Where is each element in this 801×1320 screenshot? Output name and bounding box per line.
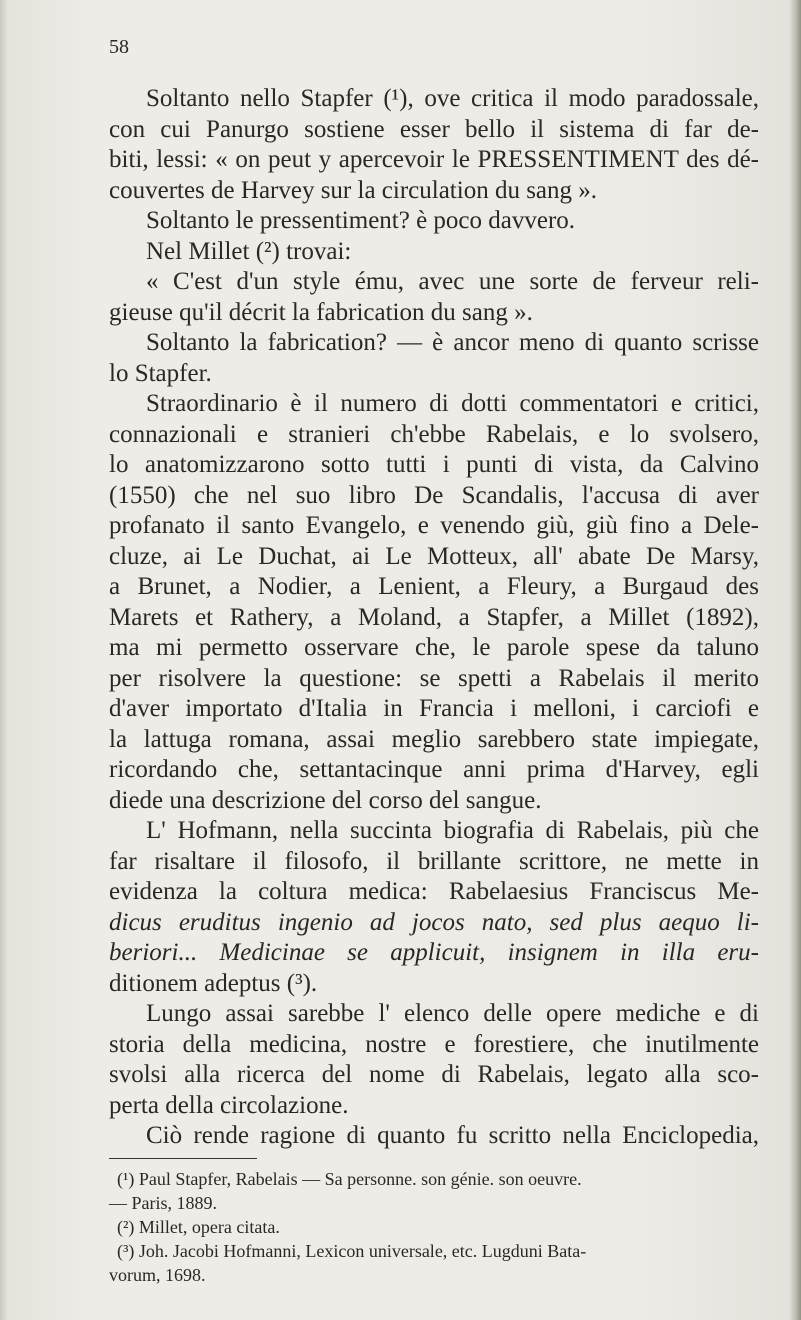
text-line: a Brunet, a Nodier, a Lenient, a Fleury, a Burgaud des bbox=[109, 573, 759, 600]
text-line: cluze, ai Le Duchat, ai Le Motteux, all' abate De Marsy, bbox=[109, 542, 759, 570]
text-line: far risaltare il filosofo, il brillante scrittore, ne mette in bbox=[109, 847, 759, 875]
text-line: ricordando che, settantacinque anni prima d'Harvey, egli bbox=[109, 756, 759, 783]
text-line: profanato il santo Evangelo, e venendo giù, giù fino a Dele- bbox=[109, 512, 759, 539]
footnotes bbox=[109, 1167, 759, 1287]
text-line: couvertes de Harvey sur la circulation du sang ». bbox=[109, 176, 598, 204]
text-line: Nel Millet (²) trovai: bbox=[146, 237, 352, 265]
page-left-shadow bbox=[0, 0, 8, 1320]
text-line: svolsi alla ricerca del nome di Rabelais, legato alla sco- bbox=[109, 1061, 759, 1088]
text-line: per risolvere la questione: se spetti a Rabelais il merito bbox=[109, 664, 759, 692]
text-line: lo anatomizzarono sotto tutti i punti di vista, da Calvino bbox=[109, 451, 759, 478]
text-line: Soltanto la fabrication? — è ancor meno di quanto scrisse bbox=[146, 329, 759, 356]
text-line: evidenza la coltura medica: Rabelaesius Franciscus Me- bbox=[109, 878, 759, 905]
text-line: beriori... Medicinae se applicuit, insignem in illa eru- bbox=[109, 939, 759, 966]
text-line: (1550) che nel suo libro De Scandalis, l'accusa di aver bbox=[109, 481, 759, 509]
page-right-edge bbox=[789, 0, 801, 1320]
text-line: dicus eruditus ingenio ad jocos nato, sed plus aequo li- bbox=[109, 908, 759, 936]
footnote-line: — Paris, 1889. bbox=[109, 1193, 217, 1213]
text-line: Ciò rende ragione di quanto fu scritto nella Enciclopedia, bbox=[146, 1122, 759, 1149]
footnote-line: (¹) Paul Stapfer, Rabelais — Sa personne. son génie. son oeuvre. bbox=[117, 1169, 582, 1189]
page-number: 58 bbox=[109, 36, 129, 58]
text-line: biti, lessi: « on peut y apercevoir le PRESSENTIMENT des dé- bbox=[109, 146, 759, 173]
footnote-line: vorum, 1698. bbox=[109, 1265, 206, 1285]
footnote-line: (²) Millet, opera citata. bbox=[117, 1217, 280, 1237]
text-line: con cui Panurgo sostiene esser bello il sistema di far de- bbox=[109, 115, 759, 143]
footnote-line: (³) Joh. Jacobi Hofmanni, Lexicon universale, etc. Lugduni Bata- bbox=[117, 1241, 587, 1261]
text-line: L' Hofmann, nella succinta biografia di Rabelais, più che bbox=[146, 817, 759, 844]
text-line: Soltanto nello Stapfer (¹), ove critica il modo paradossale, bbox=[146, 85, 759, 112]
text-line: diede una descrizione del corso del sangue. bbox=[109, 786, 542, 814]
text-line: connazionali e stranieri ch'ebbe Rabelais, e lo svolsero, bbox=[109, 420, 759, 448]
text-line: lo Stapfer. bbox=[109, 359, 212, 387]
text-line: « C'est d'un style ému, avec une sorte de ferveur reli- bbox=[146, 268, 759, 295]
footnote-rule bbox=[109, 1158, 257, 1159]
text-line: perta della circolazione. bbox=[109, 1091, 349, 1119]
text-line: Marets et Rathery, a Moland, a Stapfer, a Millet (1892), bbox=[109, 603, 759, 631]
text-line: Straordinario è il numero di dotti commentatori e critici, bbox=[146, 390, 759, 417]
text-line: ma mi permetto osservare che, le parole spese da taluno bbox=[109, 634, 759, 661]
body-text bbox=[109, 84, 759, 1152]
text-line: storia della medicina, nostre e forestiere, che inutilmente bbox=[109, 1030, 759, 1058]
text-line: d'aver importato d'Italia in Francia i melloni, i carciofi e bbox=[109, 695, 759, 722]
text-line: ditionem adeptus (³). bbox=[109, 969, 318, 997]
text-line: Lungo assai sarebbe l' elenco delle opere mediche e di bbox=[146, 1000, 759, 1027]
text-line: Soltanto le pressentiment? è poco davvero. bbox=[146, 207, 576, 234]
text-line: gieuse qu'il décrit la fabrication du sang ». bbox=[109, 298, 533, 326]
text-line: la lattuga romana, assai meglio sarebbero state impiegate, bbox=[109, 725, 759, 753]
